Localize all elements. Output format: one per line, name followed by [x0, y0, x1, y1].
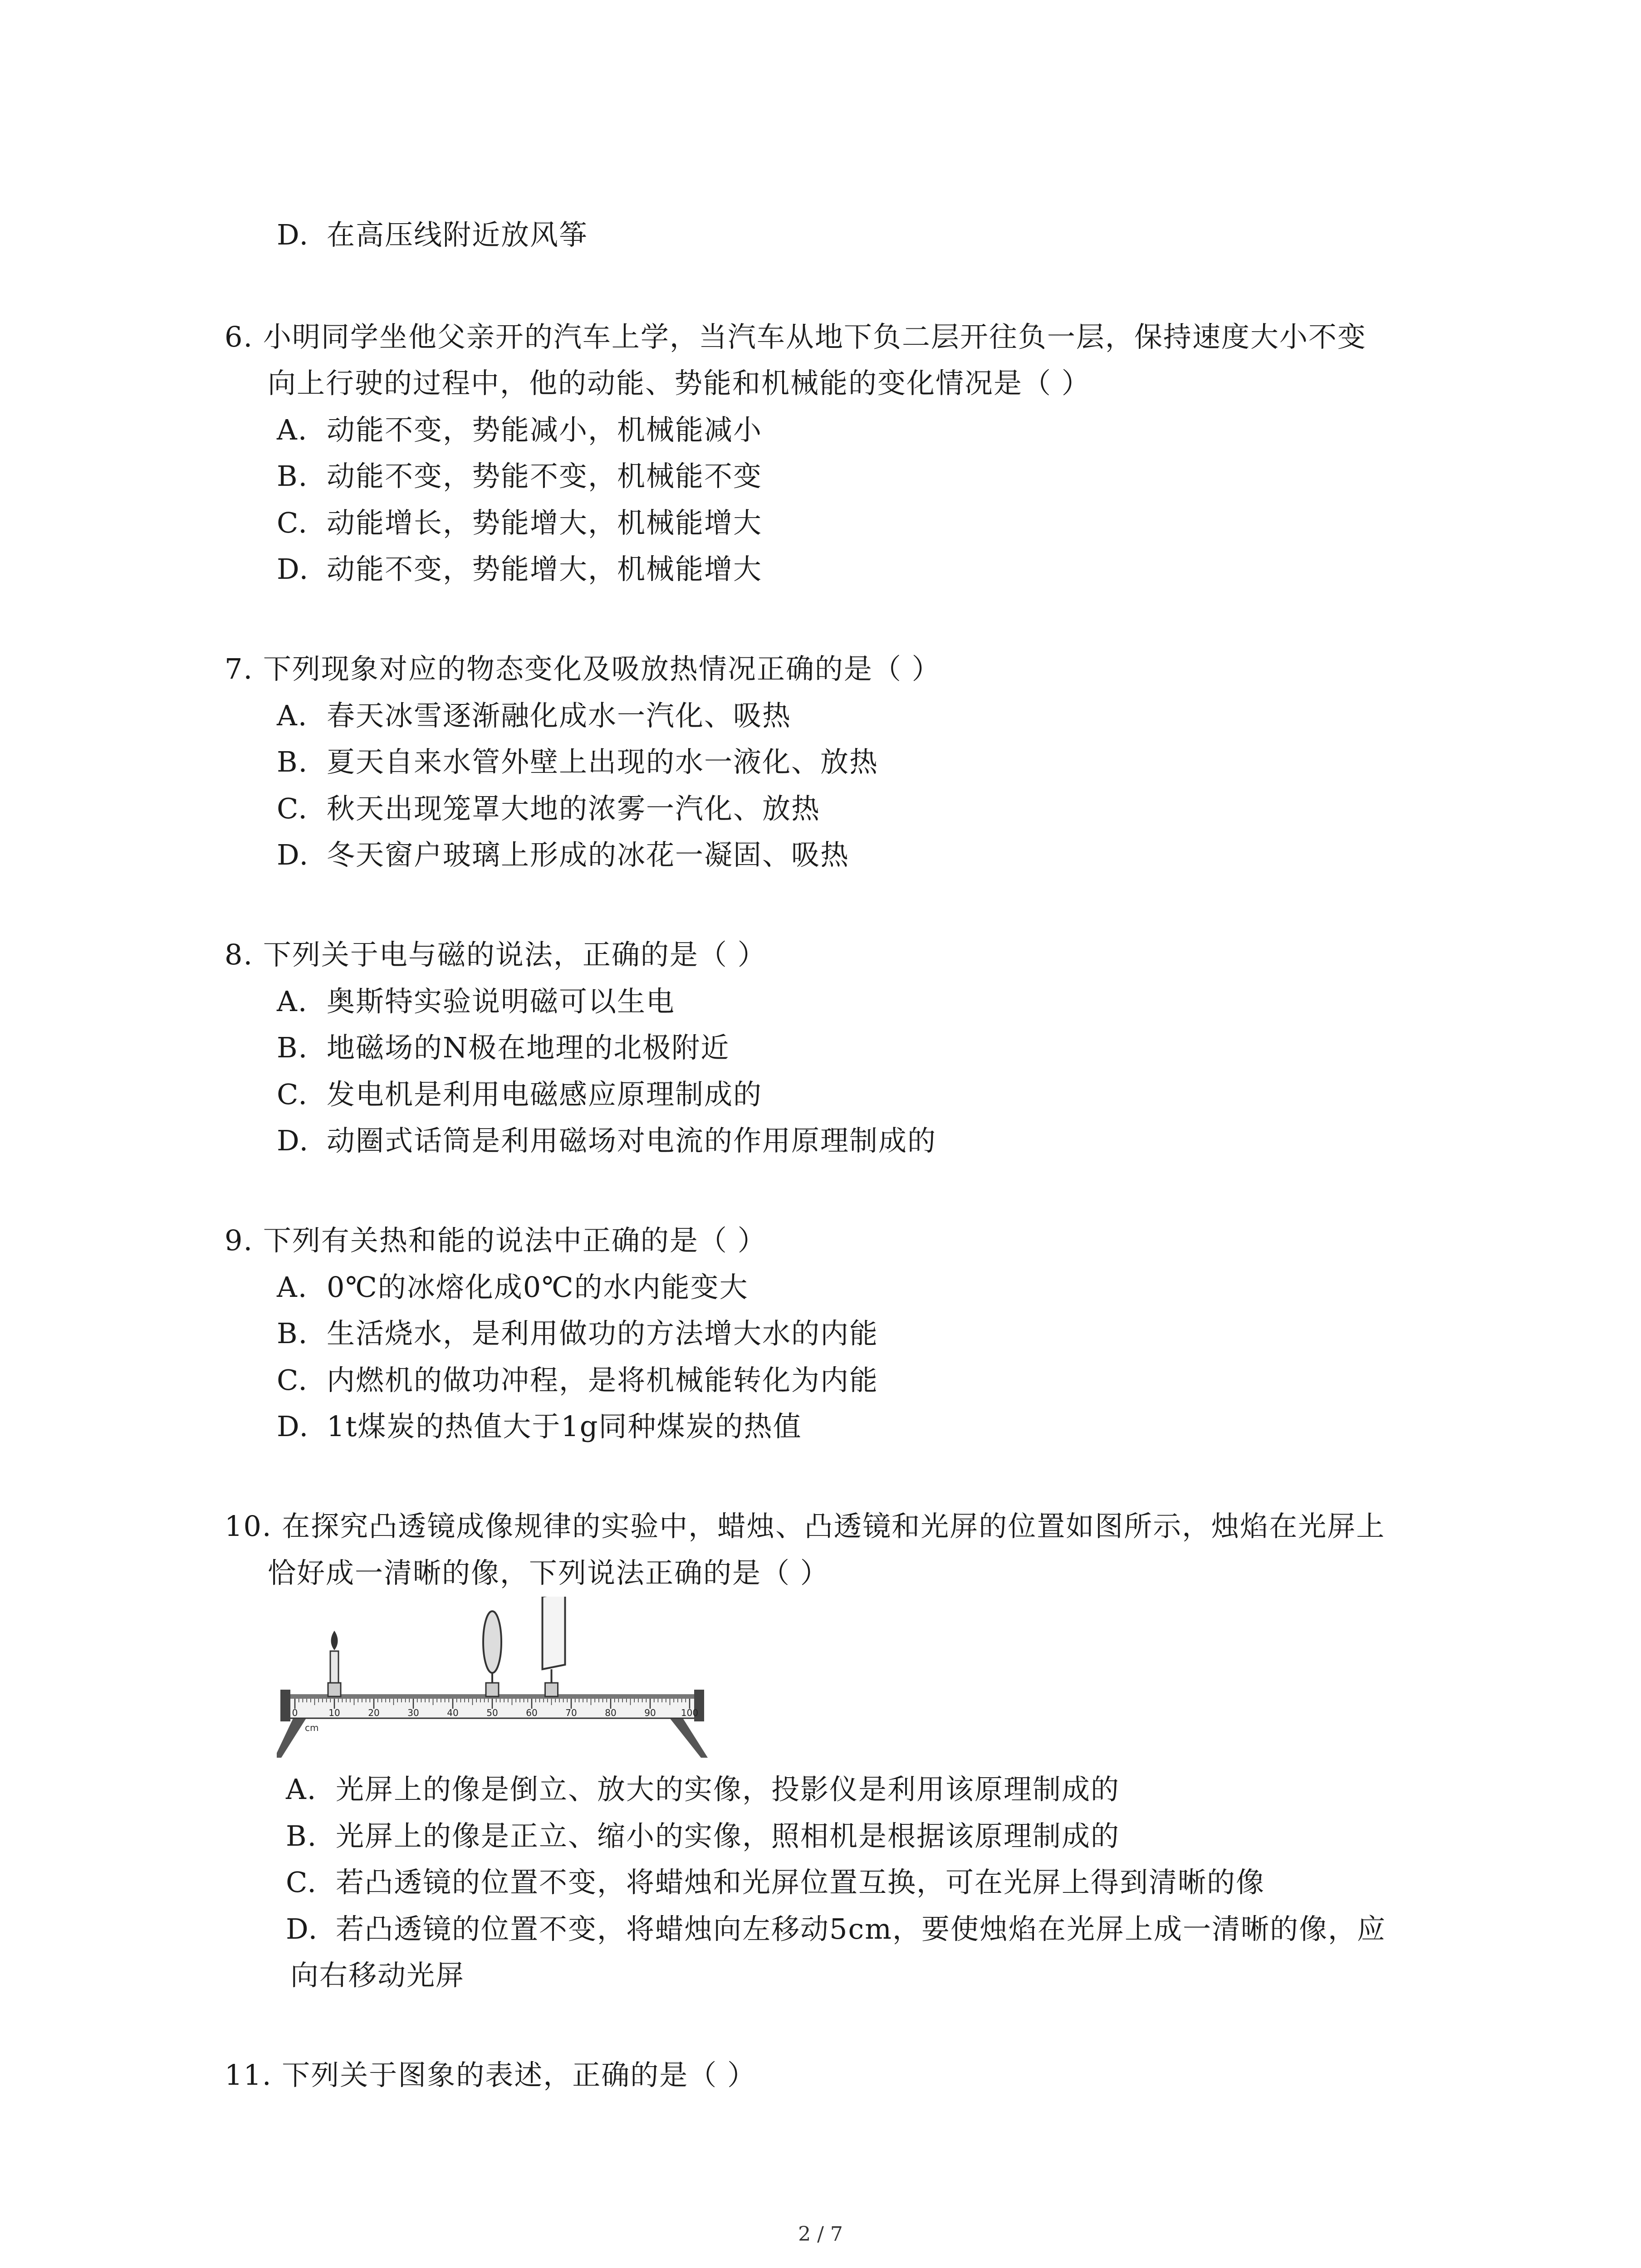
page-number: 2 / 7 [798, 2223, 843, 2246]
light-screen [543, 1597, 565, 1696]
q10-option-b: B. 光屏上的像是正立、缩小的实像，照相机是根据该原理制成的 [286, 1819, 1120, 1853]
ruler-tick-label: 80 [605, 1707, 617, 1718]
q10-option-d: D. 若凸透镜的位置不变，将蜡烛向左移动5cm，要使烛焰在光屏上成一清晰的像，应 [286, 1912, 1386, 1945]
optical-bench-svg [277, 1597, 712, 1760]
ruler-tick-label: 50 [486, 1707, 498, 1718]
ruler-unit-label: cm [305, 1722, 319, 1733]
screen-holder [545, 1683, 558, 1696]
ruler-tick-label: 60 [526, 1707, 538, 1718]
candle [328, 1631, 341, 1696]
ruler-tick-label: 0 [292, 1707, 298, 1718]
convex-lens [483, 1611, 501, 1696]
bench-left-end [280, 1690, 290, 1721]
optical-bench-figure [277, 1597, 712, 1760]
q5-option-d: D. 在高压线附近放风筝 [277, 218, 588, 251]
q10-option-c: C. 若凸透镜的位置不变，将蜡烛和光屏位置互换，可在光屏上得到清晰的像 [286, 1866, 1265, 1899]
q10-stem-line1: 10. 在探究凸透镜成像规律的实验中，蜡烛、凸透镜和光屏的位置如图所示，烛焰在光屏上 [225, 1510, 1386, 1543]
ruler-tick-label: 30 [407, 1707, 419, 1718]
ruler-tick-label: 10 [328, 1707, 340, 1718]
q8-option-c: C. 发电机是利用电磁感应原理制成的 [277, 1078, 763, 1111]
ruler-tick-label: 70 [565, 1707, 577, 1718]
lens-holder [486, 1683, 499, 1696]
q7-stem: 7. 下列现象对应的物态变化及吸放热情况正确的是（ ） [225, 652, 941, 685]
ruler-tick-label: 100 [681, 1707, 699, 1718]
q6-stem-line2: 向上行驶的过程中，他的动能、势能和机械能的变化情况是（ ） [268, 367, 1091, 400]
q7-option-c: C. 秋天出现笼罩大地的浓雾一汽化、放热 [277, 792, 821, 825]
q9-option-d: D. 1t煤炭的热值大于1g同种煤炭的热值 [277, 1410, 802, 1443]
q6-option-d: D. 动能不变，势能增大，机械能增大 [277, 552, 763, 586]
q6-stem-line1: 6. 小明同学坐他父亲开的汽车上学，当汽车从地下负二层开往负一层，保持速度大小不变 [225, 320, 1367, 353]
q9-option-b: B. 生活烧水，是利用做功的方法增大水的内能 [277, 1317, 879, 1350]
q8-option-a: A. 奥斯特实验说明磁可以生电 [277, 985, 676, 1018]
q10-stem-line2: 恰好成一清晰的像，下列说法正确的是（ ） [268, 1556, 829, 1589]
q8-stem: 8. 下列关于电与磁的说法，正确的是（ ） [225, 938, 767, 971]
q10-option-d-continued: 向右移动光屏 [290, 1959, 465, 1992]
q7-option-b: B. 夏天自来水管外壁上出现的水一液化、放热 [277, 745, 879, 778]
q8-option-d: D. 动圈式话筒是利用磁场对电流的作用原理制成的 [277, 1124, 937, 1157]
q6-option-c: C. 动能增长，势能增大，机械能增大 [277, 506, 763, 539]
q11-stem: 11. 下列关于图象的表述，正确的是（ ） [225, 2058, 757, 2092]
screen-board [543, 1597, 565, 1669]
q9-option-c: C. 内燃机的做功冲程，是将机械能转化为内能 [277, 1364, 879, 1397]
q9-stem: 9. 下列有关热和能的说法中正确的是（ ） [225, 1224, 767, 1257]
q10-option-a: A. 光屏上的像是倒立、放大的实像，投影仪是利用该原理制成的 [286, 1773, 1120, 1806]
q8-option-b: B. 地磁场的N极在地理的北极附近 [277, 1031, 730, 1064]
q6-option-b: B. 动能不变，势能不变，机械能不变 [277, 459, 763, 493]
lens-body [483, 1611, 501, 1673]
candle-flame-icon [331, 1631, 338, 1650]
candle-holder [328, 1683, 341, 1696]
q6-option-a: A. 动能不变，势能减小，机械能减小 [277, 413, 763, 446]
candle-body [330, 1651, 338, 1683]
ruler-tick-label: 90 [644, 1707, 656, 1718]
q7-option-a: A. 春天冰雪逐渐融化成水一汽化、吸热 [277, 699, 792, 732]
ruler-tick-label: 40 [447, 1707, 459, 1718]
q9-option-a: A. 0℃的冰熔化成0℃的水内能变大 [277, 1271, 749, 1304]
q7-option-d: D. 冬天窗户玻璃上形成的冰花一凝固、吸热 [277, 838, 850, 871]
ruler-tick-label: 20 [368, 1707, 380, 1718]
